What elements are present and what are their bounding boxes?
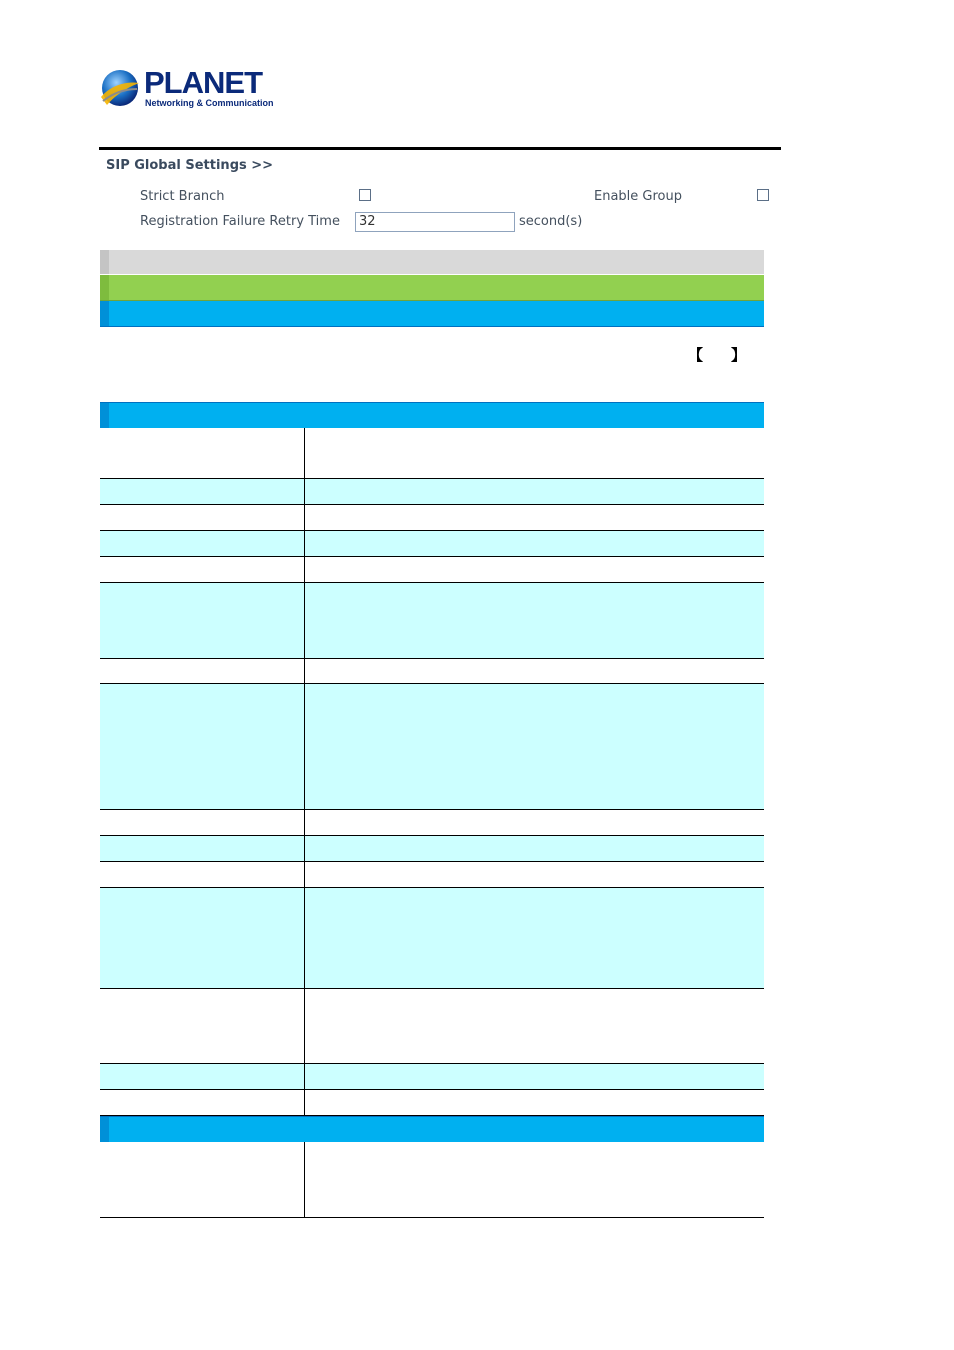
planet-logo: [99, 65, 274, 109]
blue-band: [100, 301, 764, 327]
table-section-header: [100, 1116, 764, 1142]
table-cell-left: [100, 479, 305, 504]
retry-time-input[interactable]: 32: [355, 212, 515, 232]
table-row: [100, 836, 764, 862]
table-header-edge: [100, 403, 109, 428]
table-row: [100, 862, 764, 888]
table-header: [100, 402, 764, 428]
table-row: [100, 531, 764, 557]
table-row: [100, 479, 764, 505]
table-row: [100, 810, 764, 836]
gray-band-edge: [100, 250, 109, 274]
blue-band-edge: [100, 301, 109, 326]
table-cell-left: [100, 989, 305, 1063]
table-cell-left: [100, 557, 305, 582]
gray-band: [100, 250, 764, 275]
table-row: [100, 557, 764, 583]
table-row: [100, 505, 764, 531]
table-row: [100, 888, 764, 989]
retry-time-label: Registration Failure Retry Time: [140, 214, 340, 229]
strict-branch-label: Strict Branch: [140, 189, 225, 204]
table-row: [100, 989, 764, 1064]
header-divider: [99, 147, 781, 150]
strict-branch-checkbox[interactable]: [359, 189, 371, 201]
table-cell-left: [100, 659, 305, 683]
table-cell-left: [100, 888, 305, 988]
table-section-header-edge: [100, 1117, 109, 1142]
table-cell-left: [100, 684, 305, 809]
globe-icon: [99, 67, 141, 109]
retry-time-unit: second(s): [519, 214, 583, 229]
table-cell-left: [100, 428, 305, 478]
table-row: [100, 684, 764, 810]
logo-wordmark: PLANET: [144, 65, 262, 100]
open-bracket: 【: [688, 346, 704, 364]
table-cell-left: [100, 1064, 305, 1089]
enable-group-label: Enable Group: [594, 189, 682, 204]
table-row: [100, 1142, 764, 1218]
table-row: [100, 428, 764, 479]
table-cell-left: [100, 1090, 305, 1115]
table-row: [100, 583, 764, 659]
green-band: [100, 275, 764, 301]
table-cell-left: [100, 1142, 305, 1217]
section-title: SIP Global Settings >>: [106, 158, 274, 173]
table-cell-left: [100, 531, 305, 556]
table-cell-left: [100, 836, 305, 861]
logo-tagline: Networking & Communication: [145, 98, 274, 108]
close-bracket: 】: [731, 346, 747, 364]
table-row: [100, 659, 764, 684]
table-cell-left: [100, 583, 305, 658]
table-row: [100, 1090, 764, 1116]
table-cell-left: [100, 810, 305, 835]
table-cell-left: [100, 862, 305, 887]
enable-group-checkbox[interactable]: [757, 189, 769, 201]
green-band-edge: [100, 275, 109, 300]
table-cell-left: [100, 505, 305, 530]
table-row: [100, 1064, 764, 1090]
